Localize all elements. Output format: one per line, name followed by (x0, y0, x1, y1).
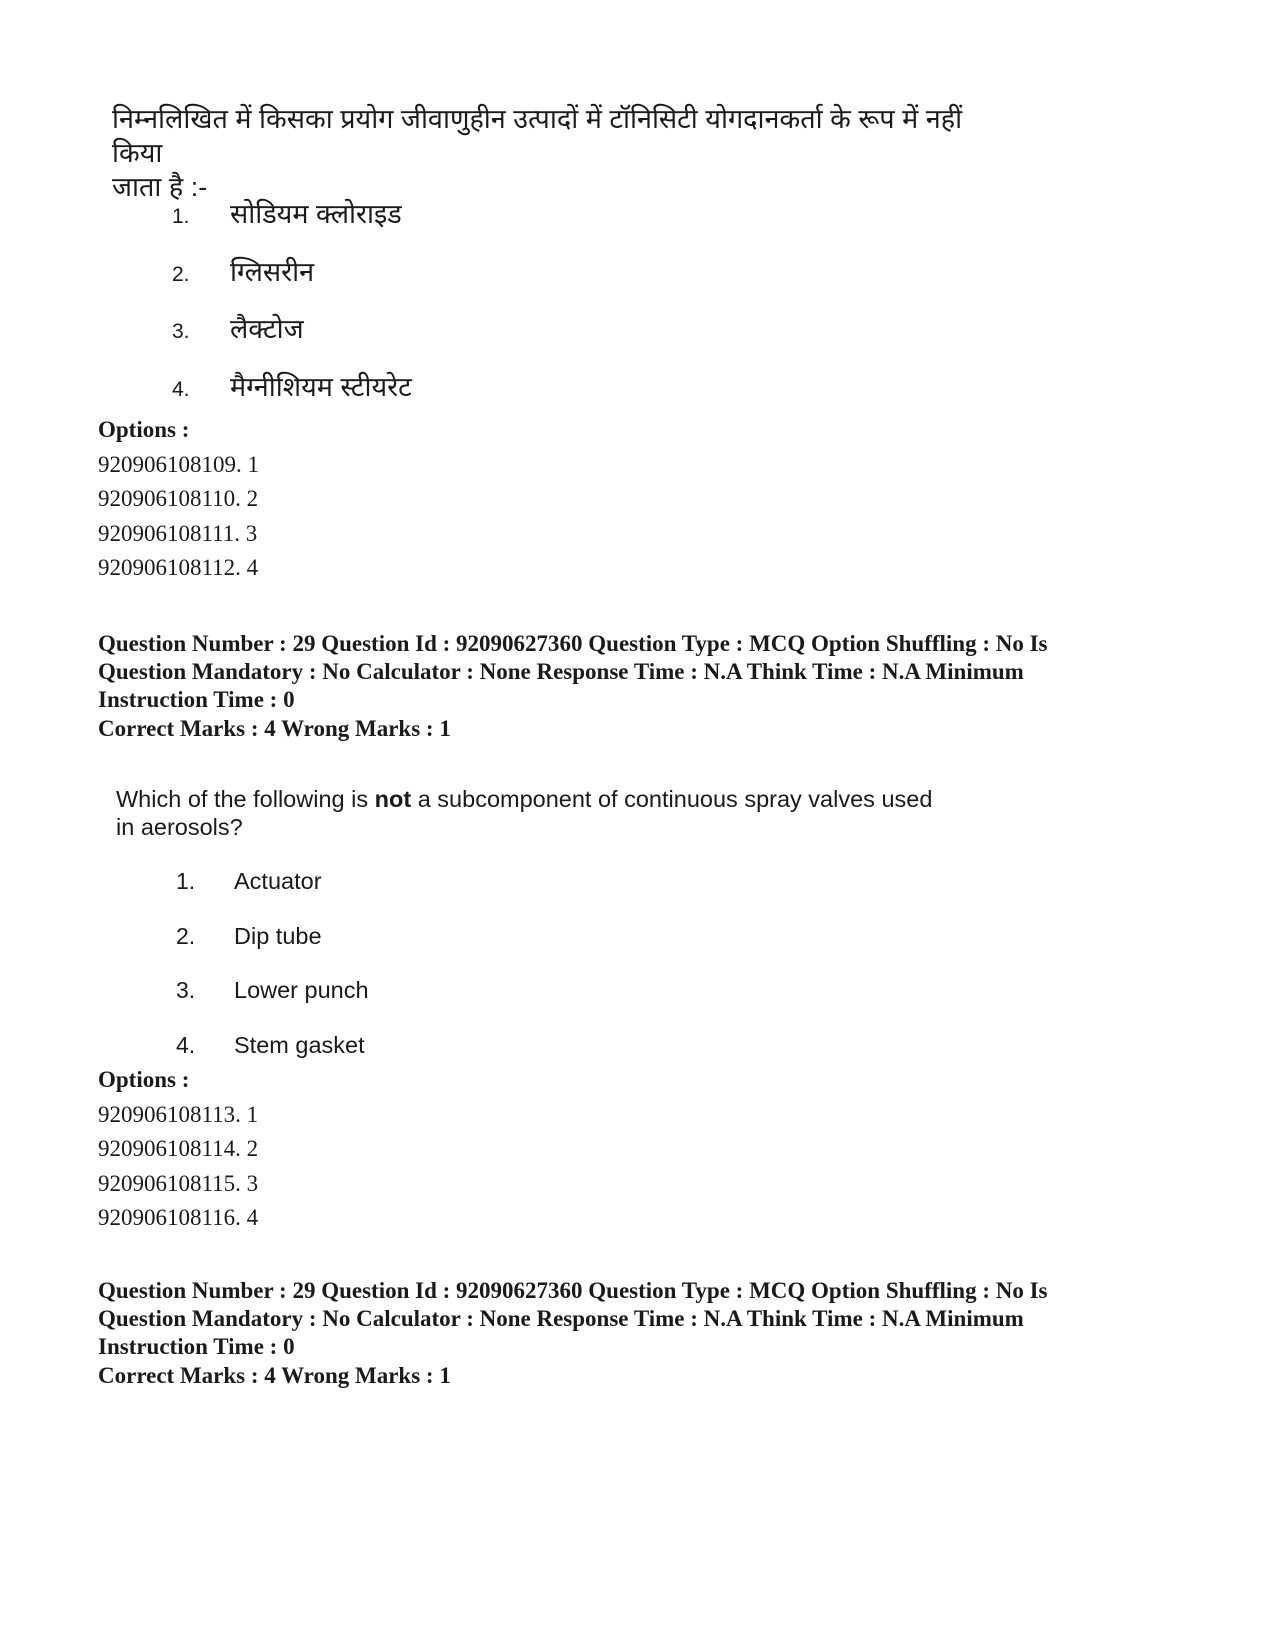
option-id-line: 920906108116. 4 (98, 1205, 259, 1230)
choice-number: 3. (176, 977, 196, 1003)
hindi-question-line-2: जाता है :- (112, 172, 208, 202)
choice-number: 4. (176, 1031, 196, 1058)
option-id-line: 920906108111. 3 (98, 520, 258, 546)
question-text-emphasis: not (374, 786, 412, 812)
hindi-choice-list (172, 194, 412, 424)
english-choice-item (176, 923, 369, 978)
question-header-q29 (98, 630, 1198, 714)
option-id-line: 920906108114. 2 (98, 1136, 259, 1161)
hindi-choice-item (172, 194, 412, 252)
choice-text: सोडियम क्लोराइड (230, 199, 402, 229)
choice-number: 1. (176, 868, 196, 894)
question-header-line-1: Question Number : 29 Question Id : 92090627360 Question Type : MCQ Option Shuffling : No Is (98, 631, 1048, 656)
english-question-text (116, 785, 1016, 841)
hindi-question-text (112, 102, 1012, 204)
choice-number: 2. (172, 262, 190, 286)
question-text-before: Which of the following is (116, 786, 375, 812)
choice-text: ग्लिसरीन (230, 256, 315, 287)
choice-text: Dip tube (234, 922, 322, 949)
question-header-line-2: Question Mandatory : No Calculator : None Response Time : N.A Think Time : N.A Minimum (98, 659, 1024, 684)
option-id-line: 920906108113. 1 (98, 1101, 259, 1127)
choice-number: 3. (172, 320, 190, 343)
choice-text: Lower punch (234, 977, 369, 1003)
english-question-line-1 (116, 785, 1016, 813)
options-block-q29 (98, 1063, 258, 1236)
english-choice-item (176, 977, 369, 1032)
choice-text: मैग्नीशियम स्टीयरेट (230, 371, 412, 402)
option-id-line: 920906108112. 4 (98, 555, 259, 580)
question-header-line-3: Instruction Time : 0 (98, 1334, 295, 1359)
hindi-choice-item (172, 252, 412, 310)
choice-number: 2. (176, 922, 196, 949)
choice-number: 4. (172, 377, 190, 401)
option-id-line: 920906108110. 2 (98, 486, 259, 511)
choice-text: लैक्टोज (230, 314, 304, 344)
english-choice-list (176, 868, 369, 1086)
option-id-line: 920906108115. 3 (98, 1170, 259, 1196)
option-id-line: 920906108109. 1 (98, 451, 259, 477)
hindi-question-line-1: निम्नलिखित में किसका प्रयोग जीवाणुहीन उत्पादों में टॉनिसिटी योगदानकर्ता के रूप में नहीं किया (112, 104, 963, 168)
question-header-line-3: Instruction Time : 0 (98, 687, 295, 712)
question-header-line-1: Question Number : 29 Question Id : 92090627360 Question Type : MCQ Option Shuffling : No Is (98, 1278, 1048, 1303)
english-choice-item (176, 868, 369, 923)
hindi-choice-item (172, 309, 412, 367)
options-block-q28 (98, 413, 259, 586)
options-label: Options : (98, 417, 190, 442)
english-question-line-2: in aerosols? (116, 814, 243, 840)
marks-line-q29-repeat: Correct Marks : 4 Wrong Marks : 1 (98, 1363, 451, 1388)
question-text-after: a subcomponent of continuous spray valves used (411, 786, 933, 812)
question-header-q29-repeat (98, 1277, 1198, 1361)
options-label: Options : (98, 1067, 190, 1092)
marks-line-q29: Correct Marks : 4 Wrong Marks : 1 (98, 716, 451, 741)
choice-text: Stem gasket (234, 1031, 365, 1058)
choice-text: Actuator (234, 868, 322, 894)
choice-number: 1. (172, 205, 190, 228)
question-header-line-2: Question Mandatory : No Calculator : None Response Time : N.A Think Time : N.A Minimum (98, 1306, 1024, 1331)
